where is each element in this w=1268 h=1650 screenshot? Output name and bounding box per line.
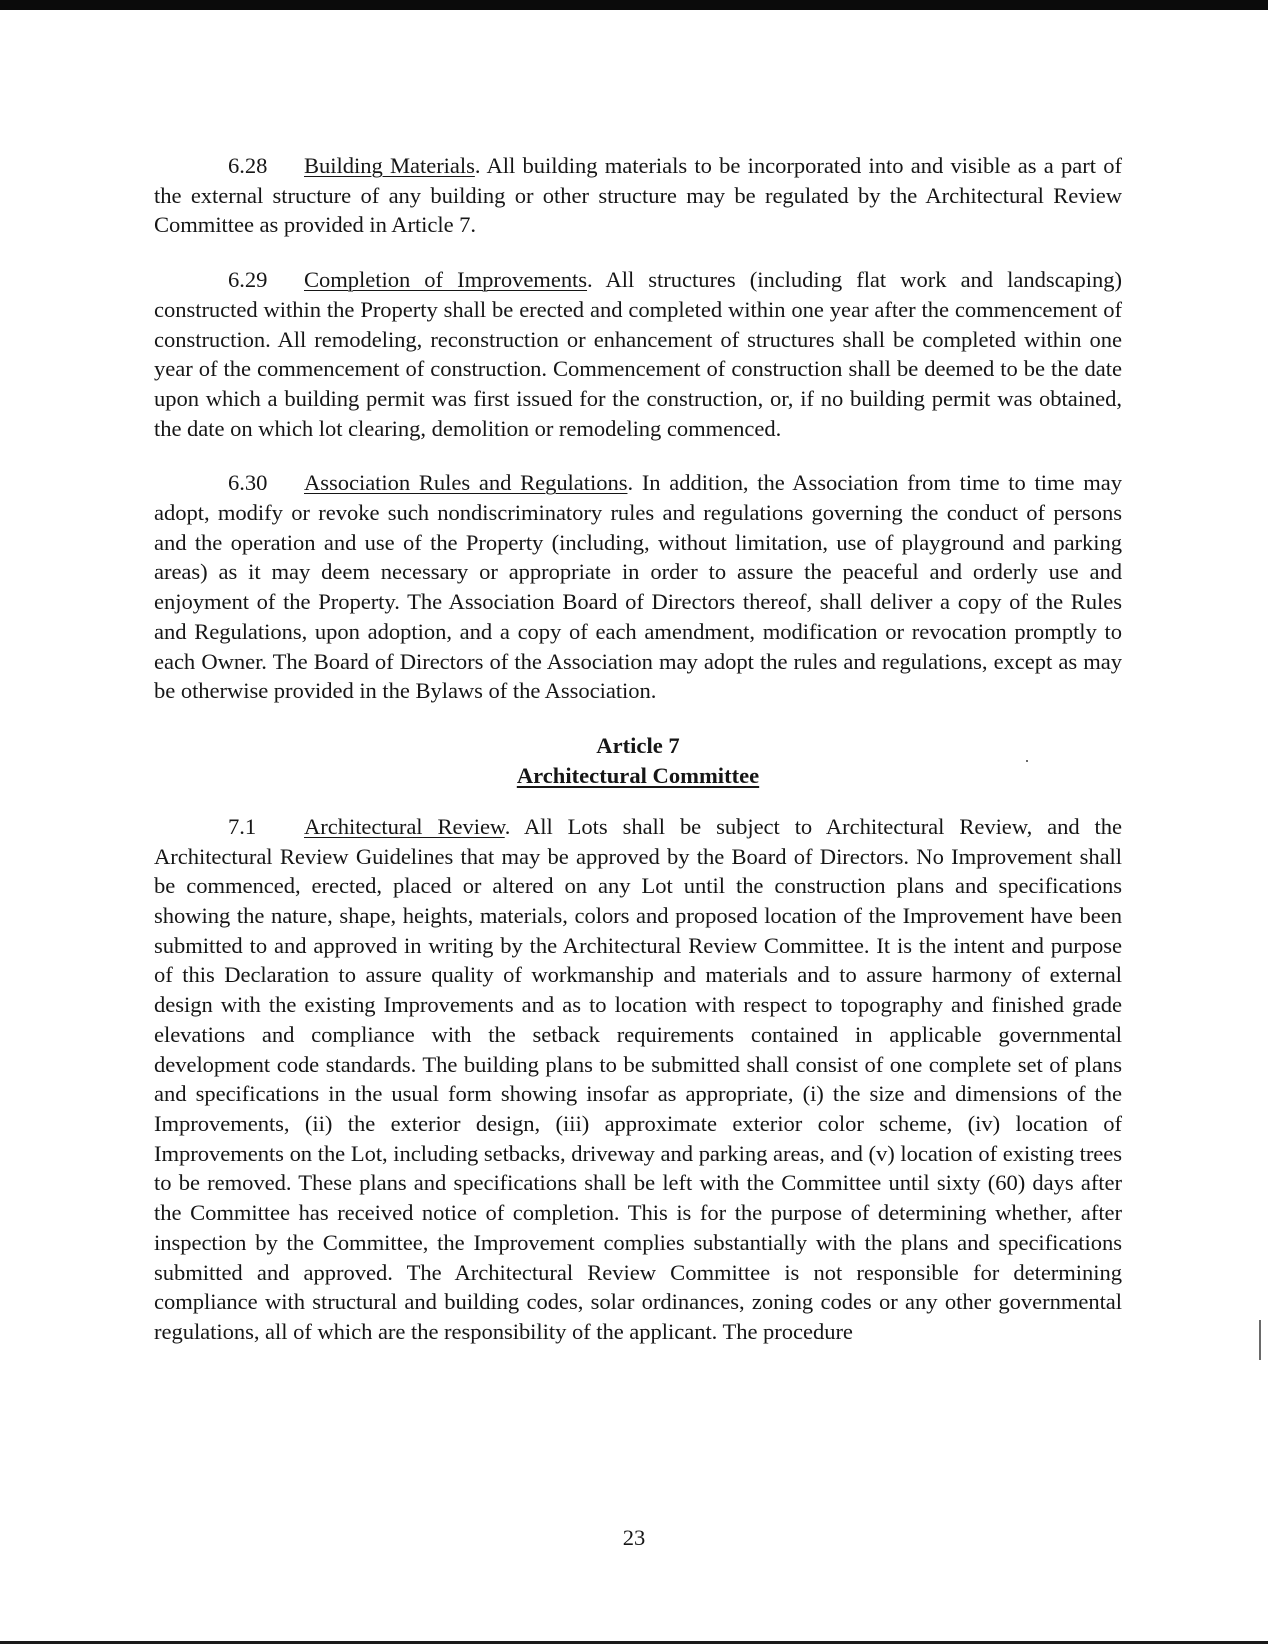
article-label: Article 7: [596, 732, 680, 758]
section-heading: Building Materials: [304, 153, 475, 178]
page-number: 23: [622, 1525, 646, 1550]
section-heading: Association Rules and Regulations: [304, 470, 628, 496]
scan-border-top: [0, 0, 1268, 10]
section-number: 6.28: [228, 153, 268, 178]
document-body: [154, 151, 1122, 1372]
section-6-29: [154, 265, 1122, 443]
section-heading: Completion of Improvements: [304, 267, 588, 293]
scan-border-bottom: [0, 1641, 1268, 1644]
section-7-1: [154, 812, 1122, 1347]
section-text: . All structures (including flat work and landscaping) constructed within the Property shall be erected and completed within one year after the commencement of construction. All remodeling, reconstruction or enhancement of structures shall be completed within one year of the commencement of construction. Commencement of construction shall be deemed to be the date upon which a building permit was first issued for the construction, or, if no building permit was obtained, the date on which lot clearing, demolition or remodeling commenced.: [154, 267, 1122, 441]
section-text: . In addition, the Association from time to time may adopt, modify or revoke such nondiscriminatory rules and regulations governing the conduct of persons and the operation and use of the Property (including, without limitation, use of playground and parking areas) as it may deem necessary or appropriate in order to assure the peaceful and orderly use and enjoyment of the Property. The Association Board of Directors thereof, shall deliver a copy of the Rules and Regulations, upon adoption, and a copy of each amendment, modification or revocation promptly to each Owner. The Board of Directors of the Association may adopt the rules and regulations, except as may be otherwise provided in the Bylaws of the Association.: [154, 470, 1122, 704]
section-number: 6.29: [228, 267, 268, 293]
section-number: 6.30: [228, 470, 268, 496]
section-heading: Architectural Review: [304, 813, 505, 839]
section-number: 7.1: [228, 813, 257, 839]
section-6-30: [154, 468, 1122, 706]
section-text: . All Lots shall be subject to Architectural Review, and the Architectural Review Guidelines that may be approved by the Board of Directors. No Improvement shall be commenced, erected, placed or altered on any Lot until the construction plans and specifications showing the nature, shape, heights, materials, colors and proposed location of the Improvement have been submitted to and approved in writing by the Architectural Review Committee. It is the intent and purpose of this Declaration to assure quality of workmanship and materials and to assure harmony of external design with the existing Improvements and as to location with respect to topography and finished grade elevations and compliance with the setback requirements contained in applicable governmental development code standards. The building plans to be submitted shall consist of one complete set of plans and specifications in the usual form showing insofar as appropriate, (i) the size and dimensions of the Improvements, (ii) the exterior design, (iii) approximate exterior color scheme, (iv) location of Improvements on the Lot, including setbacks, driveway and parking areas, and (v) location of existing trees to be removed. These plans and specifications shall be left with the Committee until sixty (60) days after the Committee has received notice of completion. This is for the purpose of determining whether, after inspection by the Committee, the Improvement complies substantially with the plans and specifications submitted and approved. The Architectural Review Committee is not responsible for determining compliance with structural and building codes, solar ordinances, zoning codes or any other governmental regulations, all of which are the responsibility of the applicant. The procedure: [154, 813, 1122, 1344]
article-title: Architectural Committee: [516, 762, 760, 788]
article-heading: [154, 731, 1122, 791]
section-text: . All building materials to be incorporated into and visible as a part of the external structure of any building or other structure may be regulated by the Architectural Review Committee as provided in Article 7.: [154, 153, 1122, 238]
scan-speck: [1259, 1320, 1261, 1360]
section-6-28: [154, 151, 1122, 240]
